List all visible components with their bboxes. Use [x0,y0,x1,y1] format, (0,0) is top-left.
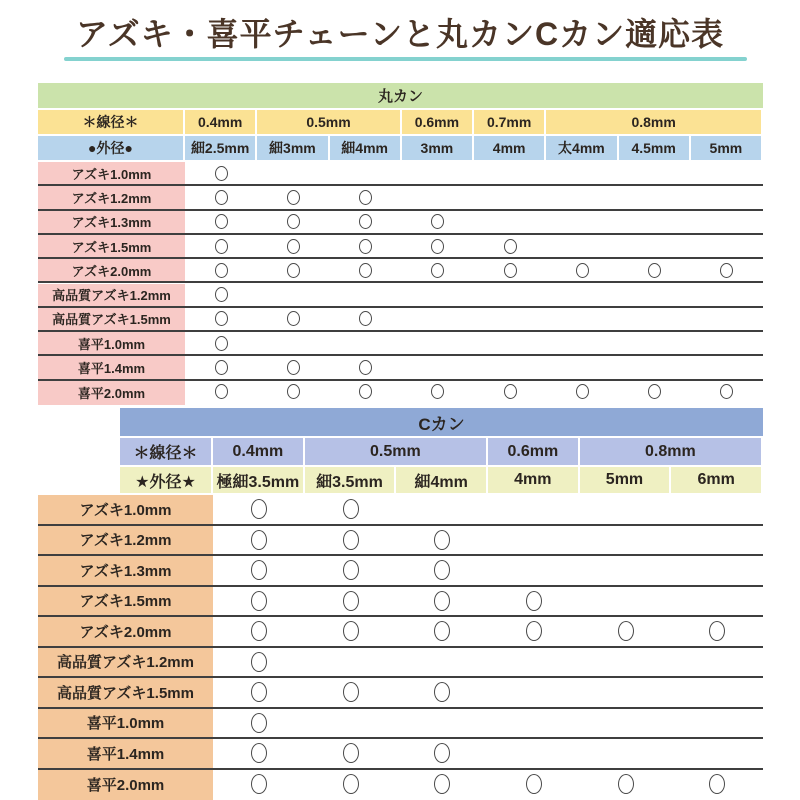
compat-circle [251,591,267,611]
outer-diameter-cell: 太4mm [546,136,616,160]
chain-row [38,495,763,526]
chain-row [38,235,763,259]
compat-circle [504,263,517,278]
compat-circle [215,239,228,254]
wire-diameter-cell: 0.8mm [546,110,761,134]
chain-label: 高品質アズキ1.5mm [38,308,185,330]
compat-circle [434,560,450,580]
compat-circle [709,774,725,794]
compat-circle [709,621,725,641]
chain-label: アズキ1.3mm [38,556,213,585]
compat-circle [215,360,228,375]
chain-row [38,556,763,587]
table-title: 丸カン [38,83,763,108]
wire-diameter-cell: 0.7mm [474,110,544,134]
compat-circle [251,499,267,519]
compat-circle [215,287,228,302]
table-title: Cカン [120,408,763,436]
chain-label: 喜平1.0mm [38,332,185,354]
chain-label: 喜平1.0mm [38,709,213,738]
page-title: アズキ・喜平チェーンと丸カンCカン適応表 [75,16,725,52]
chain-label: アズキ1.5mm [38,587,213,616]
compat-circle [434,743,450,763]
compat-circle [215,311,228,326]
compat-circle [215,336,228,351]
compat-circle [526,774,542,794]
compat-circle [648,263,661,278]
outer-diameter-cell: 極細3.5mm [213,467,303,493]
chain-row [38,678,763,709]
compat-circle [431,214,444,229]
compat-circle [618,621,634,641]
chain-label: アズキ2.0mm [38,617,213,646]
compat-circle [504,239,517,254]
wire-diameter-label: ＊線径＊ [120,438,211,465]
compat-circle [576,263,589,278]
compat-circle [359,263,372,278]
chain-row [38,284,763,308]
compat-circle [287,311,300,326]
outer-diameter-cell: 細3mm [257,136,327,160]
compat-circle [251,713,267,733]
compat-circle [526,591,542,611]
chain-row [38,259,763,283]
chain-label: アズキ1.0mm [38,495,213,524]
chain-label: アズキ1.2mm [38,186,185,208]
compat-circle [431,239,444,254]
compat-circle [434,621,450,641]
wire-diameter-label: ＊線径＊ [38,110,183,134]
compat-circle [434,682,450,702]
outer-diameter-cell: 6mm [671,467,761,493]
compat-circle [359,311,372,326]
outer-diameter-label: ★外径★ [120,467,211,493]
outer-diameter-cell: 4.5mm [619,136,689,160]
outer-diameter-cell: 細4mm [396,467,486,493]
wire-diameter-cell: 0.6mm [488,438,578,465]
compat-circle [287,214,300,229]
outer-diameter-cell: 3mm [402,136,472,160]
chain-row [38,332,763,356]
compat-circle [343,591,359,611]
outer-diameter-cell: 細2.5mm [185,136,255,160]
chain-label: 喜平1.4mm [38,739,213,768]
chain-label: アズキ1.5mm [38,235,185,257]
compat-circle [434,774,450,794]
compat-circle [720,384,733,399]
compat-circle [343,682,359,702]
compat-circle [251,621,267,641]
compat-circle [359,214,372,229]
compat-circle [359,239,372,254]
wire-diameter-cell: 0.8mm [580,438,761,465]
compat-circle [215,190,228,205]
chain-row [38,526,763,557]
chain-label: アズキ1.0mm [38,162,185,184]
compat-circle [251,774,267,794]
compat-circle [215,214,228,229]
compat-circle [215,384,228,399]
outer-diameter-cell: 5mm [691,136,761,160]
compat-circle [251,560,267,580]
wire-diameter-cell: 0.5mm [305,438,486,465]
compat-circle [504,384,517,399]
compat-circle [343,499,359,519]
wire-diameter-cell: 0.5mm [257,110,400,134]
chain-row [38,587,763,618]
compat-circle [434,591,450,611]
outer-diameter-cell: 4mm [488,467,578,493]
compat-circle [343,774,359,794]
chain-label: 喜平1.4mm [38,356,185,378]
compat-circle [251,743,267,763]
title-underline [64,57,747,61]
chain-row [38,186,763,210]
chain-label: 高品質アズキ1.5mm [38,678,213,707]
chain-row [38,308,763,332]
compat-circle [343,743,359,763]
compat-circle [287,384,300,399]
compat-circle [287,263,300,278]
compat-circle [359,190,372,205]
chain-label: 高品質アズキ1.2mm [38,284,185,306]
chain-row [38,162,763,186]
chain-row [38,356,763,380]
chain-label: アズキ2.0mm [38,259,185,281]
compat-circle [343,621,359,641]
outer-diameter-cell: 細4mm [330,136,400,160]
compat-circle [648,384,661,399]
compat-circle [251,652,267,672]
chain-row [38,739,763,770]
compat-circle [359,384,372,399]
compat-circle [287,239,300,254]
wire-diameter-cell: 0.6mm [402,110,472,134]
chain-label: アズキ1.3mm [38,211,185,233]
wire-diameter-cell: 0.4mm [185,110,255,134]
compat-circle [215,166,228,181]
chain-row [38,381,763,405]
chain-label: 喜平2.0mm [38,770,213,800]
chain-row [38,709,763,740]
compat-circle [434,530,450,550]
compat-circle [251,530,267,550]
compat-circle [287,190,300,205]
outer-diameter-cell: 5mm [580,467,670,493]
chain-row [38,617,763,648]
chain-row [38,648,763,679]
compat-circle [720,263,733,278]
compat-circle [343,560,359,580]
compat-circle [618,774,634,794]
chain-row [38,770,763,800]
chain-row [38,211,763,235]
chain-label: 高品質アズキ1.2mm [38,648,213,677]
chain-label: アズキ1.2mm [38,526,213,555]
compat-circle [359,360,372,375]
compat-circle [287,360,300,375]
compat-circle [431,384,444,399]
compat-circle [343,530,359,550]
compat-circle [215,263,228,278]
compat-circle [251,682,267,702]
compat-circle [526,621,542,641]
outer-diameter-cell: 4mm [474,136,544,160]
chain-label: 喜平2.0mm [38,381,185,405]
wire-diameter-cell: 0.4mm [213,438,303,465]
compat-circle [576,384,589,399]
outer-diameter-label: ●外径● [38,136,183,160]
compat-circle [431,263,444,278]
outer-diameter-cell: 細3.5mm [305,467,395,493]
